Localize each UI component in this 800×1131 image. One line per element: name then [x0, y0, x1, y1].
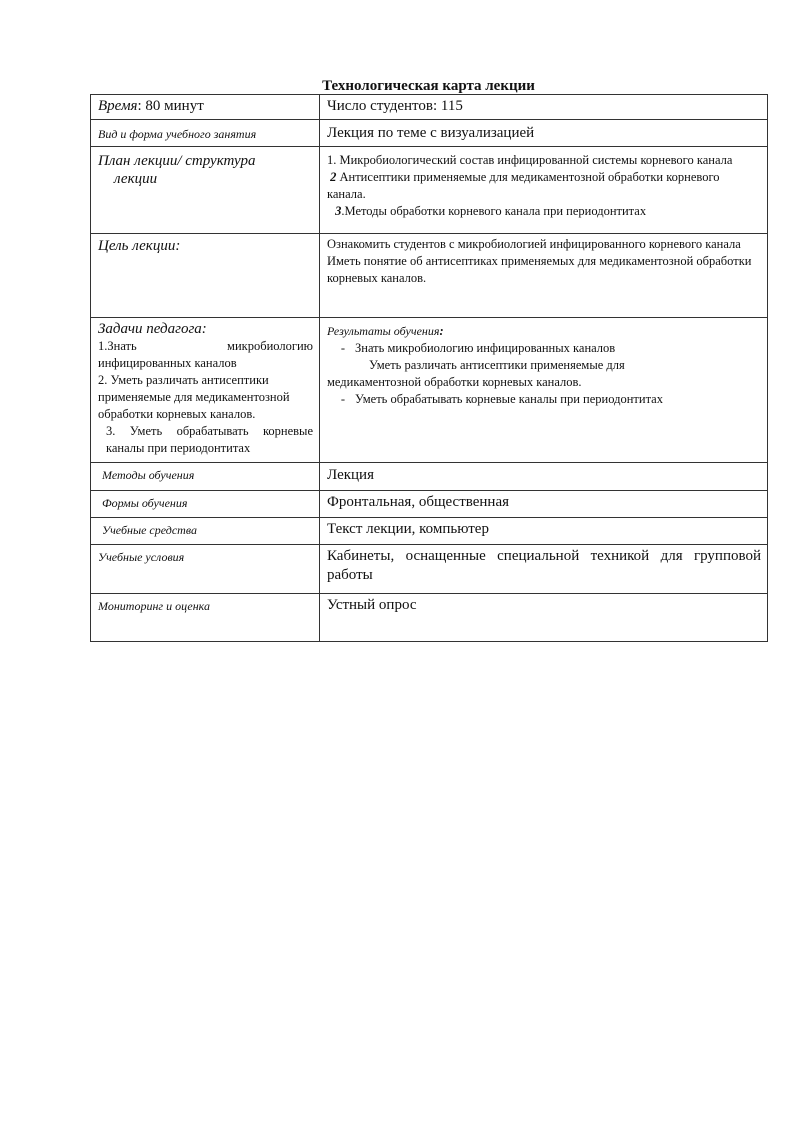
plan-item-2: [327, 169, 761, 203]
plan-label-line2: лекции: [114, 171, 158, 187]
result-1: [327, 340, 761, 357]
plan-item-2-number: 2: [330, 170, 337, 184]
result-2-line1: Уметь различать антисептики применяемые для: [369, 358, 625, 372]
tasks-cell: [91, 318, 320, 463]
table-row-monitoring: [91, 594, 768, 642]
time-label: Время: [98, 98, 138, 114]
lecture-card-table: [90, 94, 768, 642]
methods-label-cell: [91, 463, 320, 491]
goal-line-1: Ознакомить студентов с микробиологией инфицированного корневого канала: [327, 237, 741, 251]
plan-item-3-number: 3: [335, 204, 342, 218]
plan-value-cell: [320, 147, 768, 234]
methods-value: Лекция: [327, 467, 374, 483]
plan-label-line1: План лекции/ структура: [98, 153, 256, 169]
results-label: Результаты обучения: [327, 324, 440, 338]
document-title: Технологическая карта лекции: [322, 78, 535, 94]
type-value-cell: [320, 120, 768, 147]
table-row-type: [91, 120, 768, 147]
type-value: Лекция по теме с визуализацией: [327, 125, 535, 141]
monitoring-value: Устный опрос: [327, 597, 417, 613]
type-label: Вид и форма учебного занятия: [98, 127, 257, 141]
goal-label-cell: [91, 234, 320, 318]
result-3-dash: -: [340, 392, 346, 406]
table-row-goal: [91, 234, 768, 318]
table-row-means: [91, 518, 768, 545]
forms-value: Фронтальная, общественная: [327, 494, 510, 510]
tasks-label: Задачи педагога:: [98, 321, 207, 337]
table-row-conditions: [91, 545, 768, 594]
plan-label-cell: [91, 147, 320, 234]
result-3-text: Уметь обрабатывать корневые каналы при периодонтитах: [355, 392, 663, 406]
plan-item-3: [327, 203, 761, 220]
goal-value-cell: [320, 234, 768, 318]
students-count: Число студентов: 115: [327, 98, 463, 114]
result-3: [327, 391, 761, 408]
table-row-forms: [91, 491, 768, 518]
result-2-line2: медикаментозной обработки корневых каналов.: [327, 375, 582, 389]
means-value-cell: [320, 518, 768, 545]
methods-value-cell: [320, 463, 768, 491]
plan-item-1: 1. Микробиологический состав инфицированной системы корневого канала: [327, 153, 733, 167]
table-row-methods: [91, 463, 768, 491]
plan-item-3-text: .Методы обработки корневого канала при периодонтитах: [341, 204, 647, 218]
result-1-text: Знать микробиологию инфицированных каналов: [355, 341, 616, 355]
monitoring-label-cell: [91, 594, 320, 642]
table-row-tasks: [91, 318, 768, 463]
table-row-time: [91, 95, 768, 120]
results-cell: [320, 318, 768, 463]
students-cell: [320, 95, 768, 120]
goal-line-2: Иметь понятие об антисептиках применяемых для медикаментозной обработки корневых каналов.: [327, 254, 752, 285]
results-colon: :: [439, 324, 444, 338]
monitoring-value-cell: [320, 594, 768, 642]
conditions-label-cell: [91, 545, 320, 594]
task-1: 1.Знать микробиологию инфицированных каналов: [98, 339, 313, 370]
result-1-dash: -: [340, 341, 346, 355]
conditions-label: Учебные условия: [98, 550, 185, 564]
forms-label-cell: [91, 491, 320, 518]
methods-label: Методы обучения: [102, 468, 195, 482]
monitoring-label: Мониторинг и оценка: [98, 599, 210, 613]
time-cell: [91, 95, 320, 120]
forms-value-cell: [320, 491, 768, 518]
conditions-value-cell: [320, 545, 768, 594]
table-row-plan: [91, 147, 768, 234]
means-label: Учебные средства: [102, 523, 197, 537]
forms-label: Формы обучения: [102, 496, 188, 510]
type-label-cell: [91, 120, 320, 147]
task-3: 3. Уметь обрабатывать корневые каналы при периодонтитах: [106, 424, 313, 455]
goal-label: Цель лекции:: [98, 238, 181, 254]
plan-item-2-text: Антисептики применяемые для медикаментозной обработки корневого канала.: [327, 170, 720, 201]
results-heading: [327, 323, 761, 340]
time-value: : 80 минут: [137, 98, 204, 114]
conditions-value: Кабинеты, оснащенные специальной техникой для групповой работы: [327, 548, 761, 583]
task-2: 2. Уметь различать антисептики применяемые для медикаментозной обработки корневых каналов.: [98, 373, 290, 421]
means-value: Текст лекции, компьютер: [327, 521, 489, 537]
means-label-cell: [91, 518, 320, 545]
